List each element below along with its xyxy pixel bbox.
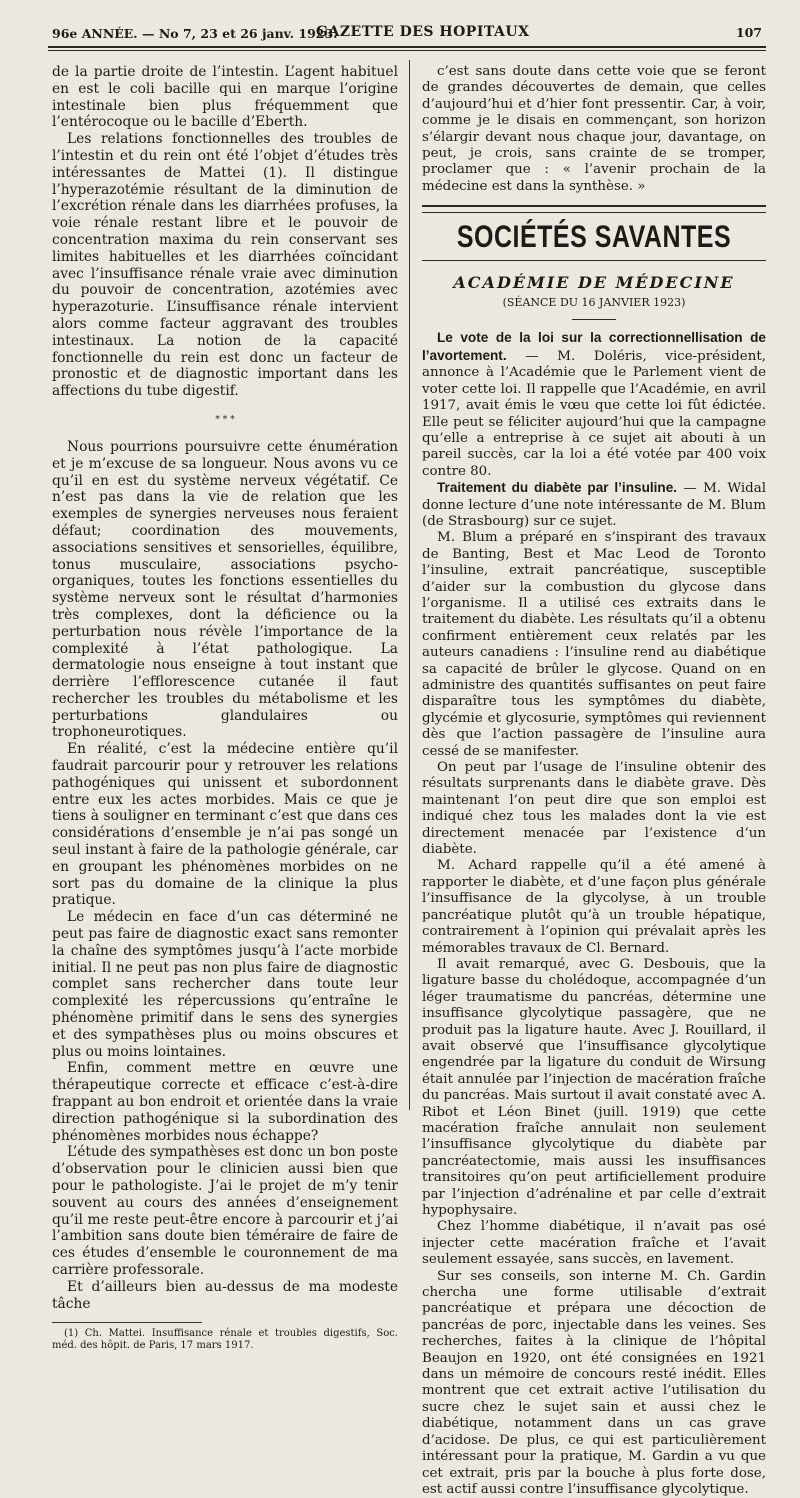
journal-title: GAZETTE DES HOPITAUX xyxy=(316,24,530,40)
paragraph: On peut par l’usage de l’insuline obtenir des résultats surprenants dans le diabète grave. Dès maintenant l’on peut dire que son emploi est indiqué chez tous les malades dont la vie est directement menacée par l’existence d’un diabète. xyxy=(422,760,766,858)
footnote-rule xyxy=(52,1322,202,1323)
paragraph: Le médecin en face d’un cas déterminé ne peut pas faire de diagnostic exact sans remonter la chaîne des symptômes jusqu’à l’acte morbide initial. Il ne peut pas non plus faire de diagnostic complet sans rechercher dans toute leur complexité les répercussions qu’entraîne le phénomène primitif dans le sens des synergies et des sympathèses plus ou moins obscures et plus ou moins lointaines. xyxy=(52,909,398,1060)
right-column xyxy=(422,64,766,1498)
paragraph: M. Achard rappelle qu’il a été amené à rapporter le diabète, et d’une façon plus générale l’insuffisance de la glycolyse, à un trouble pancréatique plutôt qu’à un trouble hépatique, contrairement à l’opinion qui prévalait après les mémorables travaux de Cl. Bernard. xyxy=(422,858,766,956)
paragraph: M. Blum a préparé en s’inspirant des travaux de Banting, Best et Mac Leod de Toronto l’insuline, extrait pancréatique, susceptible d’aider sur la combustion du glycose dans l’organisme. Il a utilisé ces extraits dans le traitement du diabète. Les résultats qu’il a obtenu confirment entièrement ceux relatés par les auteurs canadiens : l’insuline rend au diabétique sa capacité de brûler le glycose. Quand on en administre des quantités suffisantes on peut faire disparaître tous les symptômes du diabète, glycémie et glycosurie, symptômes qui reviennent dès que l’action passagère de l’insuline aura cessé de se manifester. xyxy=(422,530,766,759)
academy-title: ACADÉMIE DE MÉDECINE xyxy=(453,272,735,292)
page-number: 107 xyxy=(735,25,762,40)
column-divider xyxy=(409,60,410,1110)
section-separator: * * * xyxy=(215,414,235,425)
paragraph: de la partie droite de l’intestin. L’agent habituel en est le coli bacille qui en marque l’origine intestinale bien plus fréquemment que l’entérocoque ou le bacille d’Eberth. xyxy=(52,64,398,131)
news-text: — M. Doléris, vice-président, annonce à l’Académie que le Parlement vient de voter cette loi. Il rappelle que l’Académie, en avril 1917, avait émis le vœu que cette loi fût édictée. Elle peut se féliciter aujourd’hui que la campagne qu’elle a entreprise à ce sujet ait abouti à un pareil succès, car la loi a été votée par 400 voix contre 80. xyxy=(422,348,766,479)
paragraph: Et d’ailleurs bien au-dessus de ma modeste tâche xyxy=(52,1278,398,1312)
paragraph: Chez l’homme diabétique, il n’avait pas osé injecter cette macération fraîche et l’avait seulement essayée, sans succès, en lavement. xyxy=(422,1219,766,1268)
paragraph: Enfin, comment mettre en œuvre une thérapeutique correcte et efficace c’est-à-dire frappant au bon endroit et orientée dans la vraie direction pathogénique si la subordination des phénomènes morbides nous échappe? xyxy=(52,1060,398,1144)
short-rule xyxy=(572,319,616,320)
paragraph: En réalité, c’est la médecine entière qu’il faudrait parcourir pour y retrouver les relations pathogéniques qui unissent et subordonnent entre eux les actes morbides. Mais ce que je tiens à souligner en terminant c’est que dans ces considérations d’ensemble je n’ai pas songé un seul instant à faire de la pathologie générale, car en groupant les phénomènes morbides on ne sort pas du domaine de la clinique la plus pratique. xyxy=(52,741,398,909)
news-heading: Traitement du diabète par l’insuline. xyxy=(437,480,678,496)
news-heading: Le vote de la loi sur la correctionnellisation de l’avortement. xyxy=(422,330,766,363)
left-column xyxy=(52,64,398,1352)
paragraph: c’est sans doute dans cette voie que se feront de grandes découvertes de demain, que celles d’aujourd’hui et d’hier font pressentir. Car, à voir, comme je le disais en commençant, son horizon s’élargir devant nous chaque jour, davantage, on peut, je crois, sans crainte de se tromper, proclamer que : « l’avenir prochain de la médecine est dans la synthèse. » xyxy=(422,64,766,194)
session-date: (SÉANCE DU 16 JANVIER 1923) xyxy=(502,296,686,310)
header-rule xyxy=(48,46,766,48)
section-rule xyxy=(422,205,766,213)
section-rule-thin xyxy=(422,260,766,261)
paragraph: Nous pourrions poursuivre cette énumération et je m’excuse de sa longueur. Nous avons vu ce qu’il en est du système nerveux végétatif. Ce n’est pas dans la vie de relation que les exemples de synergies nerveuses nous feraient défaut; coordination des mouvements, associations sensitives et sensorielles, équilibre, tonus musculaire, associations psycho-organiques, toutes les fonctions essentielles du système nerveux sont le résultat d’harmonies très complexes, dont la déficience ou la perturbation nous révèle l’importance de la complexité à l’état pathologique. La dermatologie nous enseigne à tout instant que derrière l’efflorescence cutanée il faut rechercher les troubles du métabolisme et les perturbations glandulaires ou trophoneurotiques. xyxy=(52,438,398,741)
news-item xyxy=(422,330,766,480)
page-header xyxy=(52,22,764,44)
paragraph: Sur ses conseils, son interne M. Ch. Gardin chercha une forme utilisable d’extrait pancréatique et prépara une décoction de pancréas de porc, injectable dans les veines. Ses recherches, faites à la clinique de l’hôpital Beaujon en 1920, ont été consignées en 1921 dans un mémoire de concours resté inédit. Elles montrent que cet extrait active l’utilisation du sucre chez le sujet sain et aussi chez le diabétique, notamment dans un cas grave d’acidose. De plus, ce qui est particulièrement intéressant pour la pratique, M. Gardin a vu que cet extrait, pris par la bouche à plus forte dose, est actif aussi contre l’insuffisance glycolytique. xyxy=(422,1268,766,1497)
news-item xyxy=(422,480,766,530)
news-text: — M. Widal donne lecture d’une note intéressante de M. Blum (de Strasbourg) sur ce sujet. xyxy=(422,481,766,529)
header-rule-thin xyxy=(48,50,766,51)
issue-info: 96e ANNÉE. — No 7, 23 et 26 janv. 1923. xyxy=(52,26,338,41)
paragraph: L’étude des sympathèses est donc un bon poste d’observation pour le clinicien aussi bien que pour le pathologiste. J’ai le projet de m’y tenir souvent au cours des années d’enseignement qu’il me reste peut-être encore à parcourir et j’ai l’ambition sans doute bien téméraire de faire de ces études d’ensemble le couronnement de ma carrière professorale. xyxy=(52,1144,398,1278)
paragraph: Il avait remarqué, avec G. Desbouis, que la ligature basse du cholédoque, accompagnée d’un léger traumatisme du pancréas, détermine une insuffisance glycolytique passagère, que ne produit pas la ligature haute. Avec J. Rouillard, il avait observé que l’insuffisance glycolytique engendrée par la ligature du conduit de Wirsung était annulée par l’injection de macération fraîche du pancréas. Mais surtout il avait constaté avec A. Ribot et Léon Binet (juill. 1919) que cette macération fraîche annulait non seulement l’insuffisance glycolytique du diabète par pancréatectomie, mais aussi les insuffisances transitoires qu’on peut artificiellement produire par l’injection d’adrénaline et par celle d’extrait hypophysaire. xyxy=(422,956,766,1218)
footnote: (1) Ch. Mattei. Insuffisance rénale et troubles digestifs, Soc. méd. des hôpit. de Paris, 17 mars 1917. xyxy=(52,1328,398,1352)
section-title: SOCIÉTÉS SAVANTES xyxy=(456,219,732,255)
paragraph: Les relations fonctionnelles des troubles de l’intestin et du rein ont été l’objet d’études très intéressantes de Mattei (1). Il distingue l’hyperazotémie résultant de la diminution de l’excrétion rénale dans les diarrhées profuses, la voie rénale restant libre et le pouvoir de concentration maxima du rein conservant ses limites habituelles et les diarrhées coïncidant avec l’insuffisance rénale vraie avec diminution du pouvoir de concentration, azotémies avec hyperazoturie. L’insuffisance rénale intervient alors comme facteur aggravant des troubles intestinaux. La notion de la capacité fonctionnelle du rein est donc un facteur de pronostic et de diagnostic important dans les affections du tube digestif. xyxy=(52,131,398,400)
